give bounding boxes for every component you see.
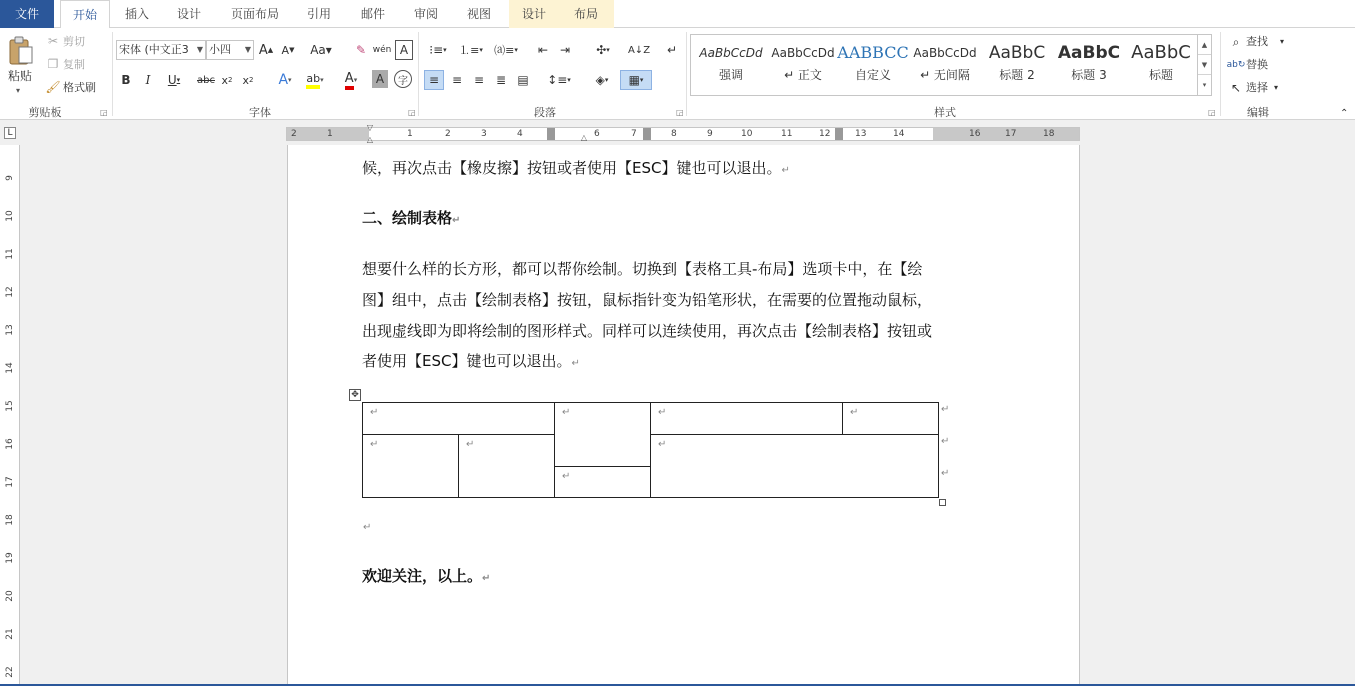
paste-button-label[interactable]: 粘贴 (8, 69, 33, 83)
style-name: 自定义 (854, 68, 891, 82)
ruler-number: 4 (517, 129, 523, 139)
ruler-number: 13 (855, 129, 867, 139)
text-effects-icon[interactable]: A ▾ (278, 72, 292, 88)
ruler-bar[interactable] (286, 127, 1080, 144)
body-line[interactable]: 想要什么样的长方形，都可以帮你绘制。切换到【表格工具-布局】选项卡中，在【绘 (362, 260, 923, 278)
ruler-number: 12 (819, 129, 831, 139)
paragraph-mark: ↵ (571, 358, 580, 369)
ruler-number: 11 (781, 129, 793, 139)
select-button[interactable]: 选择 (1246, 81, 1268, 94)
cut-button[interactable]: 剪切 (63, 35, 85, 48)
table-cell[interactable] (362, 402, 555, 435)
style-name: 标题 (1148, 68, 1173, 82)
ruler-number: 10 (741, 129, 753, 139)
italic-icon[interactable]: I (145, 73, 151, 87)
body-line[interactable]: 出现虚线即为即将绘制的图形样式。同样可以连续使用，再次点击【绘制表格】按钮或 (362, 322, 933, 340)
ruler-number: 12 (5, 286, 15, 298)
drawn-table[interactable] (362, 402, 950, 498)
cell-mark: ↵ (466, 439, 475, 450)
style-name: 强调 (718, 68, 743, 82)
ruler-number: 19 (5, 552, 15, 564)
ruler-number: 21 (5, 628, 15, 640)
enclose-characters-icon[interactable]: A (395, 40, 413, 60)
style-heading-2[interactable] (981, 39, 1053, 91)
style-custom[interactable] (837, 39, 909, 91)
ruler-number: 9 (707, 129, 713, 139)
ruler-number: 8 (671, 129, 677, 139)
subscript-icon[interactable]: x 2 (221, 73, 233, 87)
style-sample: AABBCC (837, 43, 909, 62)
ruler-number: 15 (5, 400, 15, 412)
ruler-number: 18 (5, 514, 15, 526)
paste-dropdown-icon[interactable]: ▾ (16, 86, 21, 95)
style-sample: AaBbCcDd (771, 46, 835, 60)
style-sample: AaBbCcDd (913, 46, 977, 60)
body-line[interactable]: 图】组中，点击【绘制表格】按钮，鼠标指针变为铅笔形状，在需要的位置拖动鼠标， (362, 291, 933, 309)
style-sample: AaBbC (1131, 42, 1191, 63)
cell-mark: ↵ (850, 407, 859, 418)
clipboard-launcher-icon[interactable]: ◲ (100, 108, 108, 117)
clear-formatting-icon[interactable]: ✎ (355, 43, 367, 57)
font-size-value: 小四 (209, 43, 231, 56)
font-launcher-icon[interactable]: ◲ (408, 108, 416, 117)
ruler-number: 2 (291, 129, 297, 139)
bold-icon[interactable]: B (121, 73, 131, 87)
paragraph-text: 候，再次点击【橡皮擦】按钮或者使用【ESC】键也可以退出。 (362, 159, 782, 177)
phonetic-guide-icon[interactable]: wén (372, 45, 392, 55)
style-emphasis[interactable] (695, 39, 767, 91)
superscript-icon[interactable]: x 2 (242, 73, 254, 87)
underline-icon[interactable]: U ▾ (167, 73, 181, 87)
grow-font-icon[interactable]: A ▲ (258, 42, 274, 58)
tab-view[interactable]: 视图 (466, 7, 491, 21)
scroll-down-icon[interactable]: ▼ (1198, 55, 1211, 75)
ruler-number: 1 (407, 129, 413, 139)
highlight-color-icon[interactable]: ab ▾ (302, 70, 328, 90)
ruler-number: 16 (969, 129, 981, 139)
editing-group-label: 编辑 (1247, 106, 1269, 119)
ruler-number: 16 (5, 438, 15, 450)
row-end-mark: ↵ (941, 404, 950, 415)
tab-page-layout[interactable]: 页面布局 (230, 7, 279, 21)
hanging-indent-icon[interactable]: △ (366, 134, 374, 144)
paragraph-mark: ↵ (482, 573, 491, 584)
ribbon (0, 28, 1355, 120)
strikethrough-icon[interactable]: abc (197, 74, 215, 86)
heading-draw-table[interactable] (362, 203, 460, 236)
table-cell[interactable] (650, 434, 939, 498)
ruler-number: 11 (5, 248, 15, 260)
ruler-number: 20 (5, 590, 15, 602)
enclosed-character-icon[interactable]: 字 (394, 70, 412, 88)
gallery-scroll[interactable] (1197, 35, 1211, 95)
cell-mark: ↵ (370, 407, 379, 418)
shrink-font-icon[interactable]: A ▼ (281, 43, 295, 57)
borders-icon[interactable]: ▦ ▾ (620, 70, 652, 90)
closing-text: 欢迎关注，以上。 (362, 567, 483, 585)
tab-home[interactable]: 开始 (60, 0, 110, 29)
first-line-indent-icon[interactable]: ▽ (366, 122, 374, 132)
sort-icon[interactable]: A↓Z (627, 44, 651, 56)
style-title[interactable] (1125, 39, 1197, 91)
vertical-ruler (0, 145, 20, 686)
line-spacing-icon[interactable]: ↕≡ ▾ (547, 73, 571, 87)
font-name-value: 宋体 (中文正3 (119, 43, 189, 56)
ruler-column-marker[interactable] (835, 128, 843, 140)
chinese-layout-icon[interactable]: ✣ ▾ (596, 43, 610, 57)
tab-mailings[interactable]: 邮件 (360, 7, 385, 21)
cell-mark: ↵ (562, 471, 571, 482)
font-color-icon[interactable]: A ▾ (338, 70, 364, 90)
align-left-icon[interactable]: ≡ (424, 70, 444, 90)
cell-mark: ↵ (658, 407, 667, 418)
paragraph-mark: ↵ (781, 165, 790, 176)
closing-line[interactable] (362, 561, 490, 594)
empty-paragraph-mark: ↵ (363, 522, 372, 533)
tab-table-design[interactable]: 设计 (511, 0, 557, 28)
ruler-number: 3 (481, 129, 487, 139)
ruler-number: 6 (594, 129, 600, 139)
binoculars-icon: ⌕ (1232, 34, 1240, 49)
ruler-number: 18 (1043, 129, 1055, 139)
format-painter-button[interactable]: 格式刷 (63, 81, 96, 94)
distributed-icon[interactable]: ▤ (517, 73, 529, 87)
style-sample: AaBbC (988, 43, 1046, 63)
styles-launcher-icon[interactable]: ◲ (1208, 108, 1216, 117)
style-name: 标题 3 (1071, 68, 1107, 82)
justify-icon[interactable]: ≣ (495, 73, 507, 87)
scroll-up-icon[interactable]: ▲ (1198, 35, 1211, 55)
ruler-number: 13 (5, 324, 15, 336)
style-no-spacing[interactable] (909, 39, 981, 91)
style-normal[interactable] (767, 39, 839, 91)
chevron-down-icon: ▼ (244, 45, 251, 54)
find-button[interactable]: 查找 (1246, 35, 1268, 48)
bullets-icon[interactable]: ⁝≡ ▾ (429, 43, 447, 57)
tab-selector[interactable] (0, 121, 20, 145)
shading-icon[interactable]: ◈ ▾ (595, 73, 609, 87)
ruler-number: 7 (631, 129, 637, 139)
tab-references[interactable]: 引用 (306, 7, 331, 21)
change-case-icon[interactable]: Aa▾ (310, 43, 332, 57)
tab-insert[interactable]: 插入 (124, 7, 149, 21)
ruler-number: 17 (1005, 129, 1017, 139)
paragraph-mark: ↵ (452, 215, 461, 226)
tab-review[interactable]: 审阅 (413, 7, 438, 21)
cell-mark: ↵ (562, 407, 571, 418)
tab-stop-icon[interactable]: L (4, 127, 16, 139)
separator (112, 32, 113, 116)
ruler-number: 17 (5, 476, 15, 488)
font-group-label: 字体 (249, 106, 271, 119)
style-name: ↵ 无间隔 (920, 68, 970, 82)
paste-icon[interactable] (6, 34, 36, 68)
copy-button[interactable]: 复制 (63, 58, 85, 71)
paragraph-group-label: 段落 (534, 106, 556, 119)
cursor-icon: ↖ (1230, 81, 1242, 95)
ruler-number: 22 (5, 666, 15, 678)
styles-gallery (690, 34, 1212, 96)
body-line[interactable] (362, 346, 580, 379)
paragraph-launcher-icon[interactable]: ◲ (676, 108, 684, 117)
font-name-combo[interactable] (116, 40, 206, 60)
horizontal-ruler (0, 121, 1355, 145)
decrease-indent-icon[interactable]: ⇤ (537, 43, 549, 57)
multilevel-list-icon[interactable]: ⒜≡ ▾ (494, 44, 518, 57)
character-shading-icon[interactable]: A (372, 70, 388, 88)
cell-mark: ↵ (658, 439, 667, 450)
ruler-column-marker[interactable] (547, 128, 555, 140)
table-move-handle-icon[interactable]: ✥ (349, 389, 361, 401)
font-size-combo[interactable] (206, 40, 254, 60)
tab-design[interactable]: 设计 (176, 7, 201, 21)
tab-file[interactable]: 文件 (0, 0, 54, 28)
style-sample: AaBbCcDd (699, 46, 763, 60)
chevron-down-icon[interactable]: ▾ (1280, 37, 1285, 46)
align-center-icon[interactable]: ≡ (451, 73, 463, 87)
ruler-column-marker[interactable] (643, 128, 651, 140)
style-sample: AaBbC (1057, 43, 1121, 63)
tab-table-layout[interactable]: 布局 (563, 0, 609, 28)
ruler-number: 9 (5, 175, 15, 181)
ruler-number: 10 (5, 210, 15, 222)
gallery-more-icon[interactable]: ▾ (1202, 81, 1207, 89)
copy-icon: ❐ (47, 57, 59, 71)
style-heading-3[interactable] (1053, 39, 1125, 91)
show-marks-icon[interactable]: ↵ (666, 43, 678, 57)
paragraph-line[interactable] (362, 153, 790, 186)
separator (418, 32, 419, 116)
table-resize-handle-icon[interactable] (939, 499, 946, 506)
style-name: 标题 2 (999, 68, 1035, 82)
collapse-ribbon-icon[interactable]: ⌃ (1340, 108, 1349, 119)
row-end-mark: ↵ (941, 468, 950, 479)
align-right-icon[interactable]: ≡ (473, 73, 485, 87)
row-end-mark: ↵ (941, 436, 950, 447)
ruler-number: 14 (893, 129, 905, 139)
table-cell[interactable] (650, 402, 843, 435)
chevron-down-icon: ▼ (196, 45, 203, 54)
right-indent-icon[interactable]: △ (580, 132, 588, 142)
cell-mark: ↵ (370, 439, 379, 450)
numbering-icon[interactable]: ⒈≡ ▾ (459, 44, 483, 57)
separator (686, 32, 687, 116)
heading-text: 二、绘制表格 (362, 209, 453, 227)
ruler-number: 2 (445, 129, 451, 139)
format-painter-icon: 🖌 (45, 80, 61, 94)
ribbon-tab-bar (0, 0, 1355, 28)
body-text: 者使用【ESC】键也可以退出。 (362, 352, 572, 370)
ruler-number: 1 (327, 129, 333, 139)
styles-group-label: 样式 (934, 106, 956, 119)
replace-icon: ab↻ (1226, 60, 1246, 70)
separator (1220, 32, 1221, 116)
style-name: ↵ 正文 (784, 68, 822, 82)
scissors-icon: ✂ (47, 34, 59, 48)
increase-indent-icon[interactable]: ⇥ (559, 43, 571, 57)
ruler-number: 14 (5, 362, 15, 374)
clipboard-group-label: 剪贴板 (28, 106, 62, 119)
replace-button[interactable]: 替换 (1246, 58, 1268, 71)
chevron-down-icon[interactable]: ▾ (1274, 83, 1279, 92)
